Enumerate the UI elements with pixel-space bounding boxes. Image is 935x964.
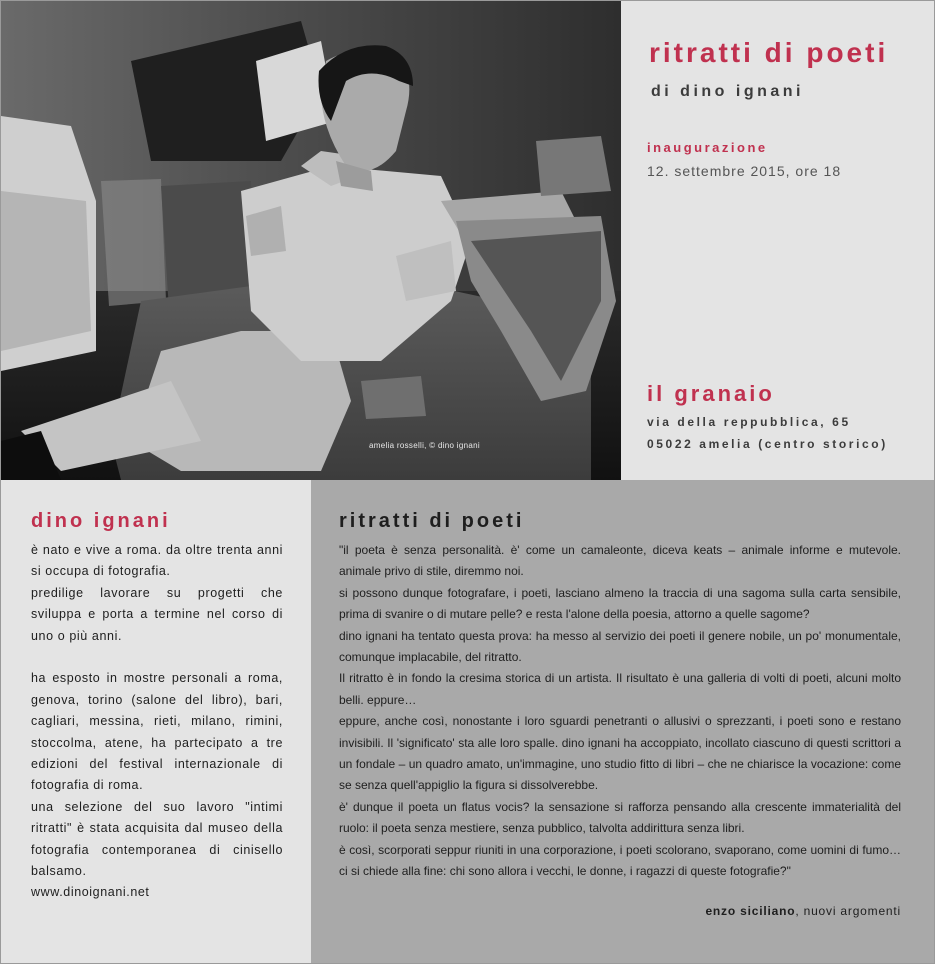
bio-paragraph: predilige lavorare su progetti che sviluppa e porta a termine nel corso di uno o più anni. — [31, 585, 283, 643]
essay-paragraph: dino ignani ha tentato questa prova: ha messo al servizio dei poeti il genere nobile, un po' monumentale, comunque implacabile, del ritratto. — [339, 628, 901, 665]
bio-website: www.dinoignani.net — [31, 885, 150, 900]
bio-paragraph: una selezione del suo lavoro "intimi ritratti" è stata acquisita dal museo della fotografia contemporanea di cinisello balsamo. — [31, 799, 283, 879]
portrait-photo — [1, 1, 621, 480]
portrait-photo-image — [1, 1, 621, 480]
essay-paragraph: è' dunque il poeta un flatus vocis? la sensazione si rafforza pensando alla crescente immaterialità del ruolo: il poeta senza mestiere, senza pubblico, talvolta addirittura senza libri. — [339, 799, 901, 836]
essay-paragraph: è così, scorporati seppur riuniti in una corporazione, i poeti scolorano, svaporano, come uomini di fumo… ci si chiede alla fine: chi sono allora i vecchi, le donne, i ragazzi di queste fotografie?" — [339, 842, 901, 879]
essay-signature — [705, 904, 901, 918]
bio-panel — [1, 480, 311, 963]
essay-paragraph: "il poeta è senza personalità. è' come un camaleonte, diceva keats – animale informe e mutevole. animale privo di stile, diremmo noi. — [339, 543, 901, 579]
bio-paragraph: è nato e vive a roma. da oltre trenta anni si occupa di fotografia. — [31, 543, 283, 579]
essay-text — [339, 540, 901, 883]
venue-address-line2: 05022 amelia (centro storico) — [647, 437, 888, 451]
inauguration-label: inaugurazione — [647, 140, 768, 155]
essay-paragraph: eppure, anche così, nonostante i loro sguardi penetranti o allusivi o sprezzanti, i poeti sono e restano invisibili. Il 'significato' sta alle loro spalle. dino ignani ha accoppiato, incollato ciascuno di questi scrittori a un fondale – un quadro amato, un'immagine, uno studio fitto di libri – che ne chiarisce la vocazione: come se senza quell'appiglio la figura si dissolverebbe. — [339, 714, 901, 793]
venue-address-line1: via della reppubblica, 65 — [647, 415, 851, 429]
bio-heading: dino ignani — [31, 510, 171, 532]
inauguration-date: 12. settembre 2015, ore 18 — [647, 163, 842, 179]
essay-paragraph: si possono dunque fotografare, i poeti, lasciano almeno la traccia di una sagoma sulla carta sensibile, prima di svanire o di mutare pelle? e resta l'alone della poesia, attorno a quelle sagome? — [339, 585, 901, 622]
essay-author: enzo siciliano — [705, 904, 796, 918]
exhibition-title: ritratti di poeti — [649, 37, 889, 68]
bio-paragraph: ha esposto in mostre personali a roma, genova, torino (salone del libro), bari, cagliari, messina, rieti, milano, rimini, stoccolma, atene, ha partecipato a tre edizioni del festival internazionale di fotografia di roma. — [31, 671, 283, 793]
essay-heading: ritratti di poeti — [339, 510, 525, 532]
venue-name: il granaio — [647, 381, 775, 406]
essay-paragraph: Il ritratto è in fondo la cresima storica di un artista. Il risultato è una galleria di volti di poeti, alcuni molto belli. eppure… — [339, 671, 901, 707]
bio-text — [31, 540, 283, 904]
photo-credit: amelia rosselli, © dino ignani — [369, 441, 480, 450]
header-panel — [621, 1, 934, 480]
essay-panel — [311, 480, 934, 963]
essay-source: , nuovi argomenti — [795, 904, 901, 918]
exhibition-byline: di dino ignani — [651, 83, 804, 100]
